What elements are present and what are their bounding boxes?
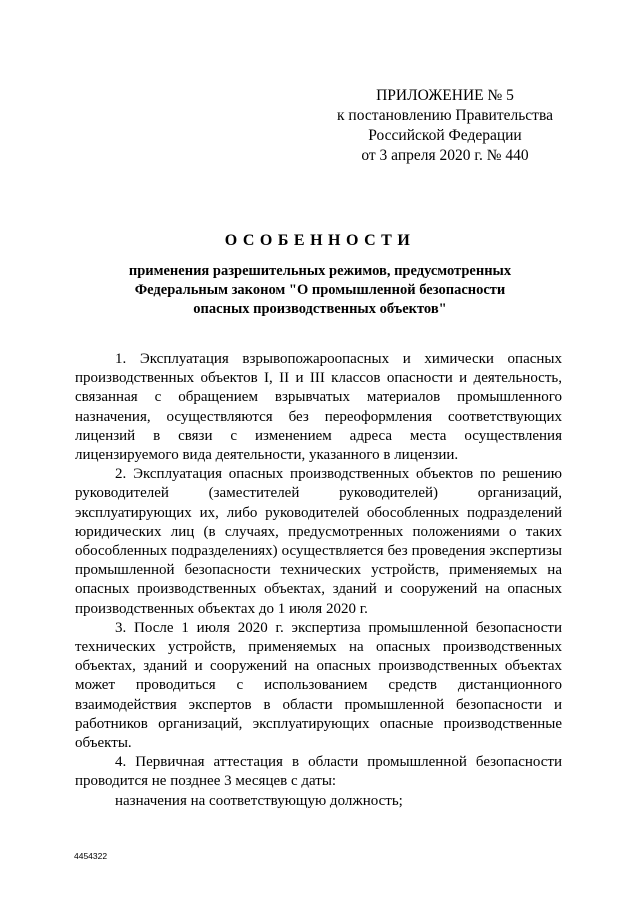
paragraph-4: 4. Первичная аттестация в области промышленной безопасности проводится не позднее 3 месяцев с даты: xyxy=(75,754,562,790)
subtitle-line: опасных производственных объектов" xyxy=(193,301,447,317)
appendix-header xyxy=(330,86,560,166)
paragraph-3: 3. После 1 июля 2020 г. экспертиза промышленной безопасности технических устройств, применяемых на опасных производственных объектах, зданий и сооружений на опасных производственных объектах может проводиться с использованием средств дистанционного взаимодействия экспертов в области промышленной безопасности и работников организаций, эксплуатирующих опасные производственные объекты. xyxy=(75,619,562,752)
subtitle-line: Федеральным законом "О промышленной безопасности xyxy=(134,282,506,298)
document-code: 4454322 xyxy=(74,851,108,861)
appendix-date-number: от 3 апреля 2020 г. № 440 xyxy=(361,147,529,164)
document-subtitle xyxy=(0,262,640,319)
appendix-reference: к постановлению Правительства xyxy=(337,107,553,124)
paragraph-2: 2. Эксплуатация опасных производственных объектов по решению руководителей (заместителей руководителей) организаций, эксплуатирующих их, либо руководителей обособленных подразделений юридических лиц (в случаях, предусмотренных положениями о таких обособленных подразделениях) осуществляется без проведения экспертизы промышленной безопасности технических устройств, применяемых на опасных производственных объектах, зданий и сооружений на опасных производственных объектах до 1 июля 2020 г. xyxy=(75,466,562,617)
paragraph-1: 1. Эксплуатация взрывопожароопасных и химически опасных производственных объектов I, II и III классов опасности и деятельность, связанная с обращением взрывчатых материалов промышленного назначения, осуществляются без переоформления соответствующих лицензий в связи с изменением адреса места осуществления лицензируемого вида деятельности, указанного в лицензии. xyxy=(75,351,562,464)
paragraph-4-item: назначения на соответствующую должность; xyxy=(115,792,403,809)
document-title: ОСОБЕННОСТИ xyxy=(224,232,416,249)
appendix-government: Российской Федерации xyxy=(368,127,522,144)
appendix-number: ПРИЛОЖЕНИЕ № 5 xyxy=(376,87,514,104)
document-body xyxy=(75,350,562,811)
subtitle-line: применения разрешительных режимов, предусмотренных xyxy=(128,263,512,279)
